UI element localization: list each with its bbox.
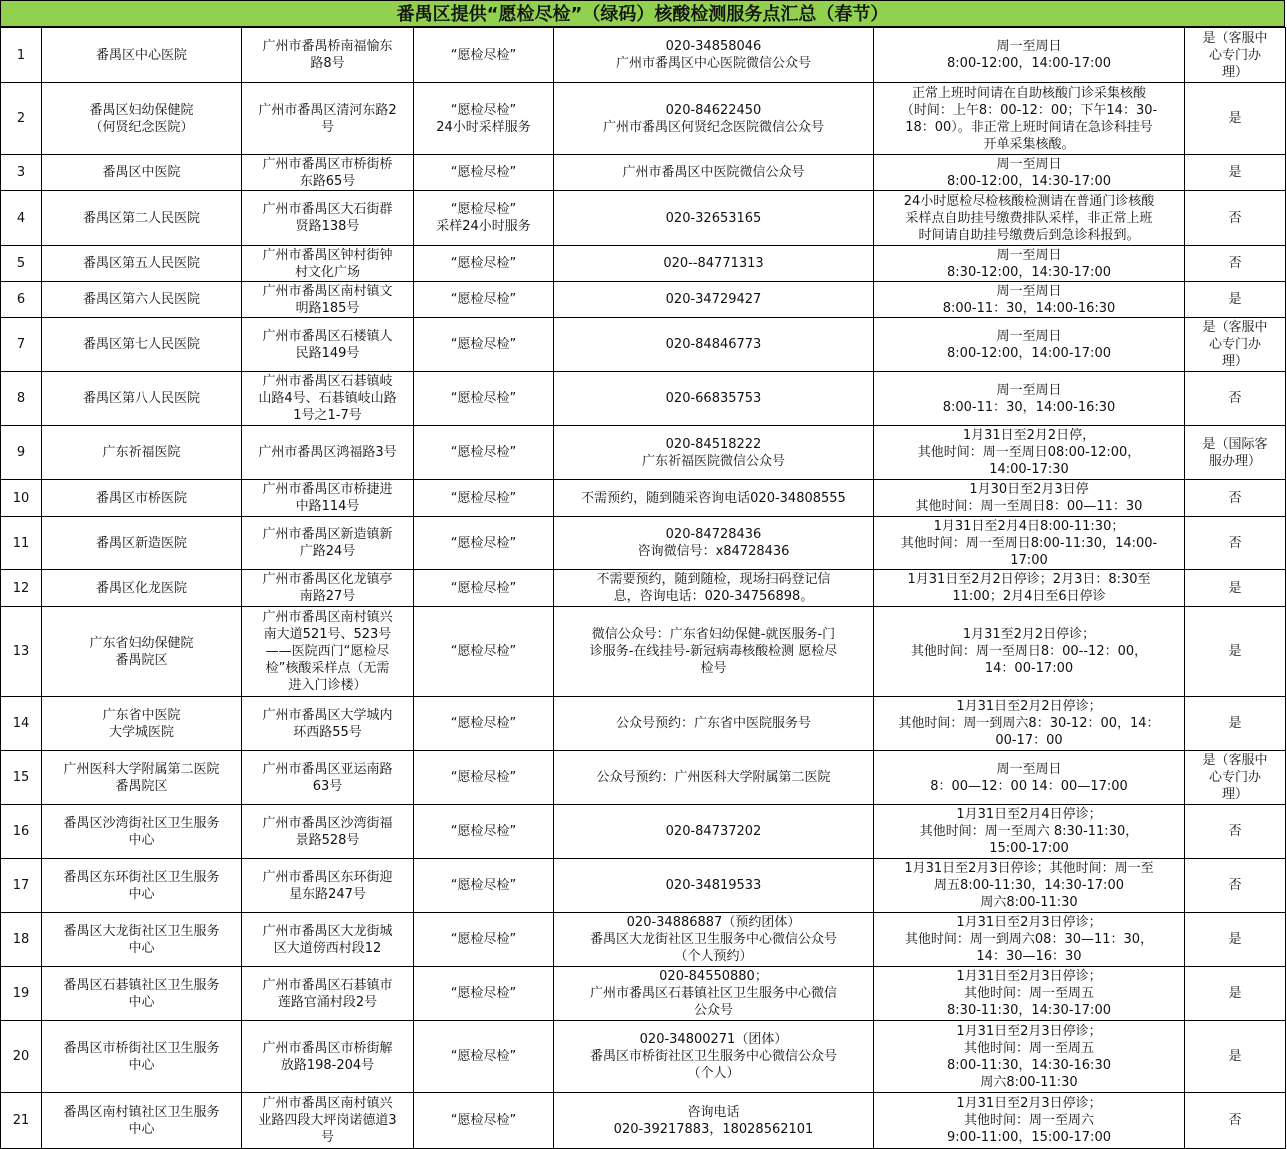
service-hours: 1月31日至2月3日停诊； 其他时间：周一至周六 9:00-11:00，15:00-17:00 bbox=[874, 1093, 1185, 1149]
service-type: “愿检尽检” bbox=[414, 517, 554, 570]
hospital-name: 番禺区第二人民医院 bbox=[42, 191, 242, 246]
row-number: 19 bbox=[1, 967, 42, 1021]
special-service: 否 bbox=[1185, 859, 1286, 913]
address: 广州市番禺区石碁镇岐 山路4号、石碁镇岐山路 1号之1-7号 bbox=[242, 372, 414, 426]
table-title: 番禺区提供“愿检尽检”（绿码）核酸检测服务点汇总（春节） bbox=[0, 0, 1285, 27]
row-number: 7 bbox=[1, 318, 42, 372]
row-number: 17 bbox=[1, 859, 42, 913]
service-hours: 24小时愿检尽检核酸检测请在普通门诊核酸 采样点自助挂号缴费排队采样，非正常上班 时间请自助挂号缴费后到急诊科报到。 bbox=[874, 191, 1185, 246]
row-number: 12 bbox=[1, 570, 42, 607]
special-service: 是（国际客 服办理） bbox=[1185, 426, 1286, 480]
service-type: “愿检尽检” bbox=[414, 28, 554, 83]
special-service: 否 bbox=[1185, 517, 1286, 570]
address: 广州市番禺区鸿福路3号 bbox=[242, 426, 414, 480]
contact-info: 020-34858046 广州市番禺区中心医院微信公众号 bbox=[554, 28, 874, 83]
service-type: “愿检尽检” bbox=[414, 282, 554, 318]
hospital-name: 广东省妇幼保健院 番禺院区 bbox=[42, 607, 242, 697]
address: 广州市番禺区石楼镇人 民路149号 bbox=[242, 318, 414, 372]
hospital-name: 番禺区第五人民医院 bbox=[42, 246, 242, 282]
table-row bbox=[1, 83, 1286, 155]
special-service: 是 bbox=[1185, 697, 1286, 751]
contact-info: 020-32653165 bbox=[554, 191, 874, 246]
row-number: 6 bbox=[1, 282, 42, 318]
contact-info: 020-84737202 bbox=[554, 805, 874, 859]
contact-info: 不需预约，随到随采咨询电话020-34808555 bbox=[554, 480, 874, 517]
special-service: 是 bbox=[1185, 83, 1286, 155]
special-service: 否 bbox=[1185, 805, 1286, 859]
address: 广州市番禺区南村镇文 明路185号 bbox=[242, 282, 414, 318]
row-number: 3 bbox=[1, 155, 42, 191]
hospital-name: 广州医科大学附属第二医院 番禺院区 bbox=[42, 751, 242, 805]
table-row bbox=[1, 246, 1286, 282]
service-type: “愿检尽检” bbox=[414, 1021, 554, 1093]
table-row bbox=[1, 28, 1286, 83]
table-row bbox=[1, 805, 1286, 859]
hospital-name: 番禺区第八人民医院 bbox=[42, 372, 242, 426]
service-type: “愿检尽检” bbox=[414, 859, 554, 913]
service-points-table bbox=[0, 27, 1286, 1149]
contact-info: 020-84622450 广州市番禺区何贤纪念医院微信公众号 bbox=[554, 83, 874, 155]
address: 广州市番禺区化龙镇亭 南路27号 bbox=[242, 570, 414, 607]
address: 广州市番禺桥南福愉东 路8号 bbox=[242, 28, 414, 83]
address: 广州市番禺区大学城内 环西路55号 bbox=[242, 697, 414, 751]
table-row bbox=[1, 191, 1286, 246]
contact-info: 020-66835753 bbox=[554, 372, 874, 426]
service-hours: 周一至周日 8:30-12:00，14:30-17:00 bbox=[874, 246, 1185, 282]
row-number: 13 bbox=[1, 607, 42, 697]
contact-info: 广州市番禺区中医院微信公众号 bbox=[554, 155, 874, 191]
hospital-name: 番禺区市桥街社区卫生服务 中心 bbox=[42, 1021, 242, 1093]
service-hours: 1月31日至2月2日停， 其他时间：周一至周日08:00-12:00， 14:00-17:30 bbox=[874, 426, 1185, 480]
service-hours: 1月31日至2月3日停诊；其他时间：周一至 周五8:00-11:30，14:30-17:00 周六8:00-11:30 bbox=[874, 859, 1185, 913]
service-hours: 1月31日至2月2日停诊； 其他时间：周一到周六8：30-12：00，14： 00-17：00 bbox=[874, 697, 1185, 751]
contact-info: 公众号预约：广州医科大学附属第二医院 bbox=[554, 751, 874, 805]
service-type: “愿检尽检” bbox=[414, 480, 554, 517]
table-row bbox=[1, 859, 1286, 913]
row-number: 1 bbox=[1, 28, 42, 83]
contact-info: 微信公众号：广东省妇幼保健-就医服务-门 诊服务-在线挂号-新冠病毒核酸检测 愿检尽 检号 bbox=[554, 607, 874, 697]
service-hours: 周一至周日 8:00-11：30，14:00-16:30 bbox=[874, 372, 1185, 426]
special-service: 是 bbox=[1185, 607, 1286, 697]
special-service: 是 bbox=[1185, 570, 1286, 607]
contact-info: 020-34886887（预约团体） 番禺区大龙街社区卫生服务中心微信公众号 （个人预约） bbox=[554, 913, 874, 967]
service-hours: 周一至周日 8:00-12:00，14:00-17:00 bbox=[874, 318, 1185, 372]
row-number: 11 bbox=[1, 517, 42, 570]
address: 广州市番禺区市桥街解 放路198-204号 bbox=[242, 1021, 414, 1093]
service-hours: 1月31日至2月3日停诊； 其他时间：周一到周六08：30—11：30， 14：30—16：30 bbox=[874, 913, 1185, 967]
service-type: “愿检尽检” bbox=[414, 426, 554, 480]
service-type: “愿检尽检” bbox=[414, 751, 554, 805]
hospital-name: 番禺区妇幼保健院 （何贤纪念医院） bbox=[42, 83, 242, 155]
hospital-name: 番禺区第七人民医院 bbox=[42, 318, 242, 372]
hospital-name: 广东祈福医院 bbox=[42, 426, 242, 480]
table-row bbox=[1, 517, 1286, 570]
table-row bbox=[1, 913, 1286, 967]
row-number: 18 bbox=[1, 913, 42, 967]
table-row bbox=[1, 318, 1286, 372]
special-service: 是（客服中 心专门办 理） bbox=[1185, 318, 1286, 372]
table-row bbox=[1, 1093, 1286, 1149]
contact-info: 020-34819533 bbox=[554, 859, 874, 913]
table-row bbox=[1, 607, 1286, 697]
service-hours: 1月31日至2月3日停诊； 其他时间：周一至周五 8:00-11:30，14:30-16:30 周六8:00-11:30 bbox=[874, 1021, 1185, 1093]
table-row bbox=[1, 155, 1286, 191]
contact-info: 020-84846773 bbox=[554, 318, 874, 372]
special-service: 否 bbox=[1185, 372, 1286, 426]
contact-info: 020--84771313 bbox=[554, 246, 874, 282]
table-row bbox=[1, 480, 1286, 517]
hospital-name: 番禺区新造医院 bbox=[42, 517, 242, 570]
service-type: “愿检尽检” bbox=[414, 155, 554, 191]
row-number: 2 bbox=[1, 83, 42, 155]
special-service: 是 bbox=[1185, 282, 1286, 318]
service-hours: 1月31日至2月4日停诊； 其他时间：周一至周六 8:30-11:30， 15:00-17:00 bbox=[874, 805, 1185, 859]
row-number: 10 bbox=[1, 480, 42, 517]
service-hours: 1月31日至2月2日停诊；2月3日：8:30至 11:00；2月4日至6日停诊 bbox=[874, 570, 1185, 607]
contact-info: 公众号预约：广东省中医院服务号 bbox=[554, 697, 874, 751]
contact-info: 020-84728436 咨询微信号：x84728436 bbox=[554, 517, 874, 570]
contact-info: 020-84518222 广东祈福医院微信公众号 bbox=[554, 426, 874, 480]
hospital-name: 番禺区市桥医院 bbox=[42, 480, 242, 517]
service-type: “愿检尽检” bbox=[414, 697, 554, 751]
contact-info: 不需要预约，随到随检，现场扫码登记信 息，咨询电话：020-34756898。 bbox=[554, 570, 874, 607]
address: 广州市番禺区南村镇兴 南大道521号、523号 ——医院西门“愿检尽 检”核酸采样点（无需 进入门诊楼） bbox=[242, 607, 414, 697]
service-hours: 1月31日至2月4日8:00-11:30； 其他时间：周一至周日8:00-11:30，14:00- 17:00 bbox=[874, 517, 1185, 570]
service-type: “愿检尽检” 24小时采样服务 bbox=[414, 83, 554, 155]
table-row bbox=[1, 1021, 1286, 1093]
contact-info: 咨询电话 020-39217883，18028562101 bbox=[554, 1093, 874, 1149]
special-service: 否 bbox=[1185, 191, 1286, 246]
address: 广州市番禺区东环街迎 星东路247号 bbox=[242, 859, 414, 913]
row-number: 20 bbox=[1, 1021, 42, 1093]
contact-info: 020-34800271（团体） 番禺区市桥街社区卫生服务中心微信公众号 （个人） bbox=[554, 1021, 874, 1093]
address: 广州市番禺区市桥捷进 中路114号 bbox=[242, 480, 414, 517]
service-hours: 1月30日至2月3日停 其他时间：周一至周日8：00—11：30 bbox=[874, 480, 1185, 517]
address: 广州市番禺区大石街群 贤路138号 bbox=[242, 191, 414, 246]
row-number: 4 bbox=[1, 191, 42, 246]
special-service: 是 bbox=[1185, 913, 1286, 967]
service-type: “愿检尽检” 采样24小时服务 bbox=[414, 191, 554, 246]
service-type: “愿检尽检” bbox=[414, 246, 554, 282]
hospital-name: 番禺区中心医院 bbox=[42, 28, 242, 83]
row-number: 5 bbox=[1, 246, 42, 282]
table-row bbox=[1, 282, 1286, 318]
contact-info: 020-34729427 bbox=[554, 282, 874, 318]
service-type: “愿检尽检” bbox=[414, 1093, 554, 1149]
service-type: “愿检尽检” bbox=[414, 805, 554, 859]
hospital-name: 番禺区沙湾街社区卫生服务 中心 bbox=[42, 805, 242, 859]
special-service: 否 bbox=[1185, 246, 1286, 282]
service-type: “愿检尽检” bbox=[414, 913, 554, 967]
special-service: 是 bbox=[1185, 967, 1286, 1021]
row-number: 14 bbox=[1, 697, 42, 751]
address: 广州市番禺区大龙街城 区大道傍西村段12 bbox=[242, 913, 414, 967]
service-type: “愿检尽检” bbox=[414, 967, 554, 1021]
row-number: 16 bbox=[1, 805, 42, 859]
row-number: 21 bbox=[1, 1093, 42, 1149]
contact-info: 020-84550880； 广州市番禺区石碁镇社区卫生服务中心微信 公众号 bbox=[554, 967, 874, 1021]
table-row bbox=[1, 426, 1286, 480]
service-hours: 周一至周日 8：00—12：00 14：00—17:00 bbox=[874, 751, 1185, 805]
special-service: 否 bbox=[1185, 1093, 1286, 1149]
table-row bbox=[1, 372, 1286, 426]
table-row bbox=[1, 697, 1286, 751]
service-type: “愿检尽检” bbox=[414, 372, 554, 426]
address: 广州市番禺区南村镇兴 业路四段大坪岗诺德道3 号 bbox=[242, 1093, 414, 1149]
service-type: “愿检尽检” bbox=[414, 570, 554, 607]
special-service: 是（客服中 心专门办 理） bbox=[1185, 28, 1286, 83]
hospital-name: 番禺区第六人民医院 bbox=[42, 282, 242, 318]
service-hours: 1月31至2月2日停诊； 其他时间：周一至周日8：00--12：00， 14：00-17:00 bbox=[874, 607, 1185, 697]
table-row bbox=[1, 751, 1286, 805]
hospital-name: 番禺区石碁镇社区卫生服务 中心 bbox=[42, 967, 242, 1021]
address: 广州市番禺区亚运南路 63号 bbox=[242, 751, 414, 805]
special-service: 是 bbox=[1185, 155, 1286, 191]
special-service: 是 bbox=[1185, 1021, 1286, 1093]
service-hours: 周一至周日 8:00-12:00，14:30-17:00 bbox=[874, 155, 1185, 191]
row-number: 9 bbox=[1, 426, 42, 480]
special-service: 是（客服中 心专门办 理） bbox=[1185, 751, 1286, 805]
service-hours: 周一至周日 8:00-12:00，14:00-17:00 bbox=[874, 28, 1185, 83]
service-hours: 周一至周日 8:00-11：30，14:00-16:30 bbox=[874, 282, 1185, 318]
row-number: 15 bbox=[1, 751, 42, 805]
hospital-name: 广东省中医院 大学城医院 bbox=[42, 697, 242, 751]
hospital-name: 番禺区大龙街社区卫生服务 中心 bbox=[42, 913, 242, 967]
service-hours: 1月31日至2月3日停诊； 其他时间：周一至周五 8:30-11:30，14:30-17:00 bbox=[874, 967, 1185, 1021]
special-service: 否 bbox=[1185, 480, 1286, 517]
hospital-name: 番禺区化龙医院 bbox=[42, 570, 242, 607]
address: 广州市番禺区清河东路2 号 bbox=[242, 83, 414, 155]
service-hours: 正常上班时间请在自助核酸门诊采集核酸 （时间：上午8：00-12：00；下午14：30- 18：00）。非正常上班时间请在急诊科挂号 开单采集核酸。 bbox=[874, 83, 1185, 155]
table-row bbox=[1, 967, 1286, 1021]
address: 广州市番禺区市桥街桥 东路65号 bbox=[242, 155, 414, 191]
table-body bbox=[1, 28, 1286, 1149]
address: 广州市番禺区钟村街钟 村文化广场 bbox=[242, 246, 414, 282]
table-row bbox=[1, 570, 1286, 607]
service-type: “愿检尽检” bbox=[414, 318, 554, 372]
address: 广州市番禺区沙湾街福 景路528号 bbox=[242, 805, 414, 859]
address: 广州市番禺区石碁镇市 莲路官涌村段2号 bbox=[242, 967, 414, 1021]
hospital-name: 番禺区中医院 bbox=[42, 155, 242, 191]
row-number: 8 bbox=[1, 372, 42, 426]
hospital-name: 番禺区东环街社区卫生服务 中心 bbox=[42, 859, 242, 913]
address: 广州市番禺区新造镇新 广路24号 bbox=[242, 517, 414, 570]
hospital-name: 番禺区南村镇社区卫生服务 中心 bbox=[42, 1093, 242, 1149]
service-type: “愿检尽检” bbox=[414, 607, 554, 697]
